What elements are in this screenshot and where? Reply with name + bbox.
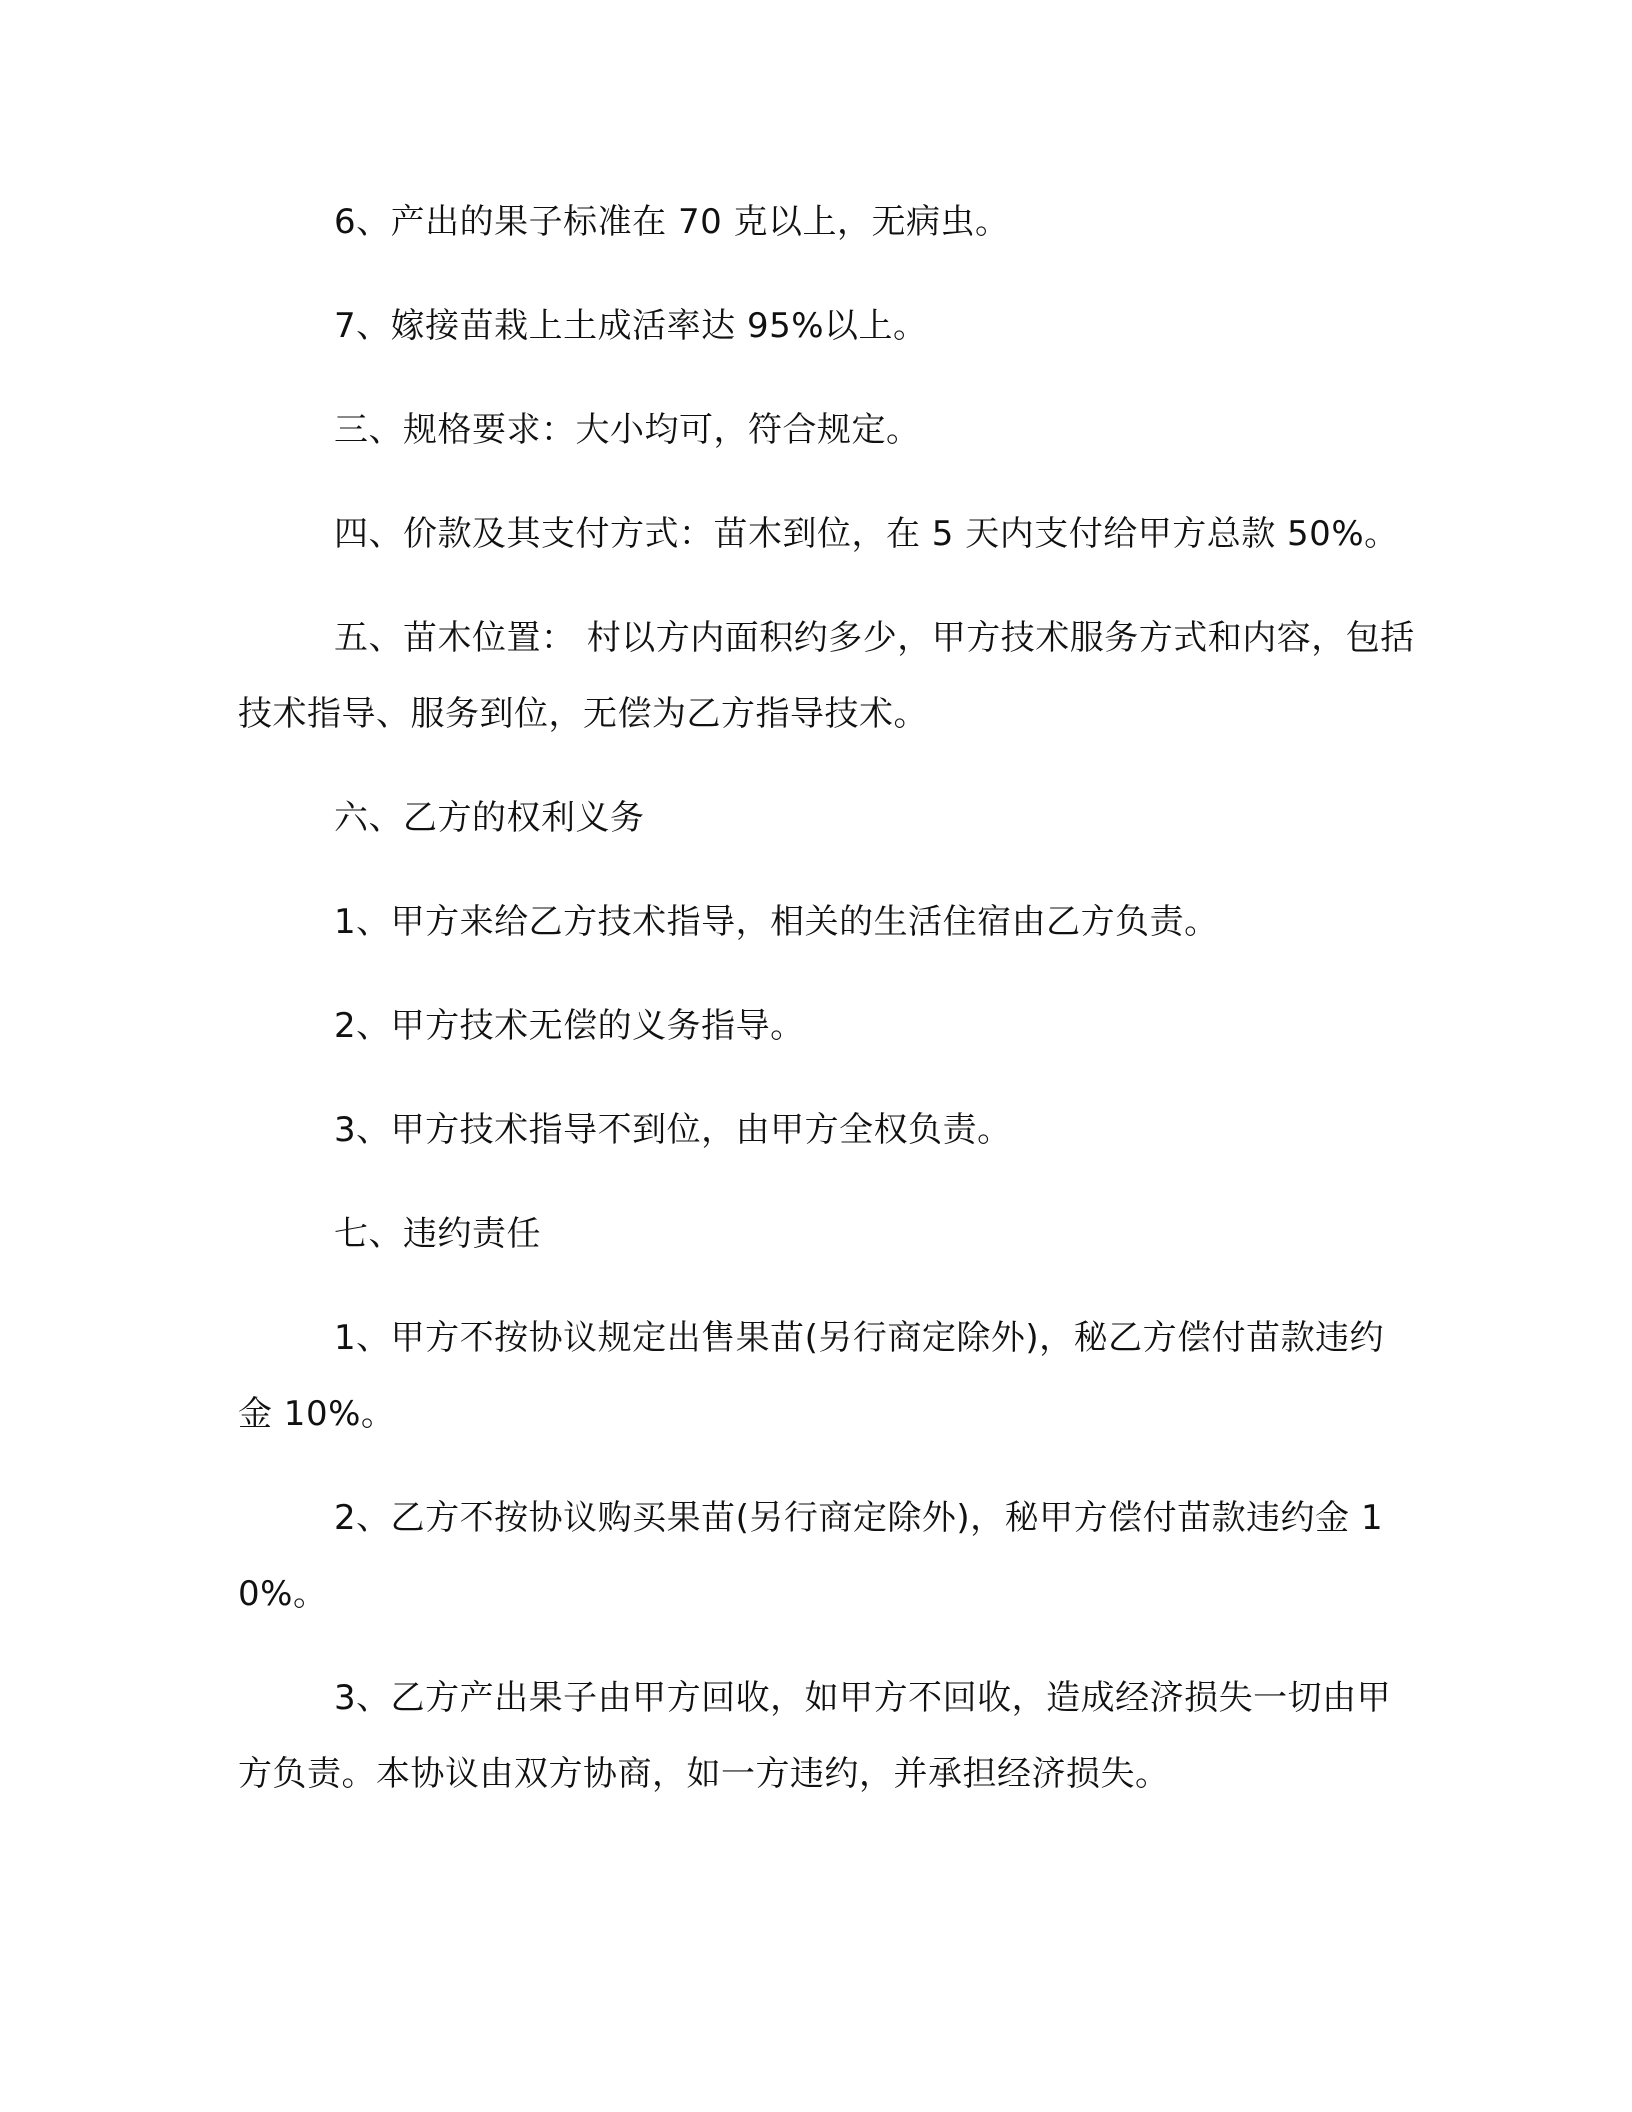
paragraph-rights-item-3: 3、甲方技术指导不到位，由甲方全权负责。 [334, 1110, 1012, 1150]
paragraph-breach-item-3: 3、乙方产出果子由甲方回收，如甲方不回收，造成经济损失一切由甲方负责。本协议由双方协商，如一方违约，并承担经济损失。 [238, 1678, 1392, 1794]
paragraph-payment: 四、价款及其支付方式：苗木到位，在 5 天内支付给甲方总款 50%。 [334, 514, 1399, 554]
paragraph-rights-item-1: 1、甲方来给乙方技术指导，相关的生活住宿由乙方负责。 [334, 902, 1219, 942]
paragraph-rights-item-2: 2、甲方技术无偿的义务指导。 [334, 1006, 805, 1046]
heading-rights-obligations: 六、乙方的权利义务 [334, 798, 645, 838]
document-body [238, 184, 1418, 1840]
heading-breach-liability: 七、违约责任 [334, 1214, 541, 1254]
paragraph-fruit-standard: 6、产出的果子标准在 70 克以上，无病虫。 [334, 202, 1010, 242]
paragraph-specification: 三、规格要求：大小均可，符合规定。 [334, 410, 921, 450]
paragraph-breach-item-1: 1、甲方不按协议规定出售果苗(另行商定除外)，秘乙方偿付苗款违约金 10%。 [238, 1318, 1385, 1434]
paragraph-survival-rate: 7、嫁接苗栽上土成活率达 95%以上。 [334, 306, 928, 346]
paragraph-breach-item-2: 2、乙方不按协议购买果苗(另行商定除外)，秘甲方偿付苗款违约金 10%。 [238, 1498, 1384, 1614]
paragraph-location: 五、苗木位置： 村以方内面积约多少，甲方技术服务方式和内容，包括技术指导、服务到位，无偿为乙方指导技术。 [238, 618, 1415, 734]
